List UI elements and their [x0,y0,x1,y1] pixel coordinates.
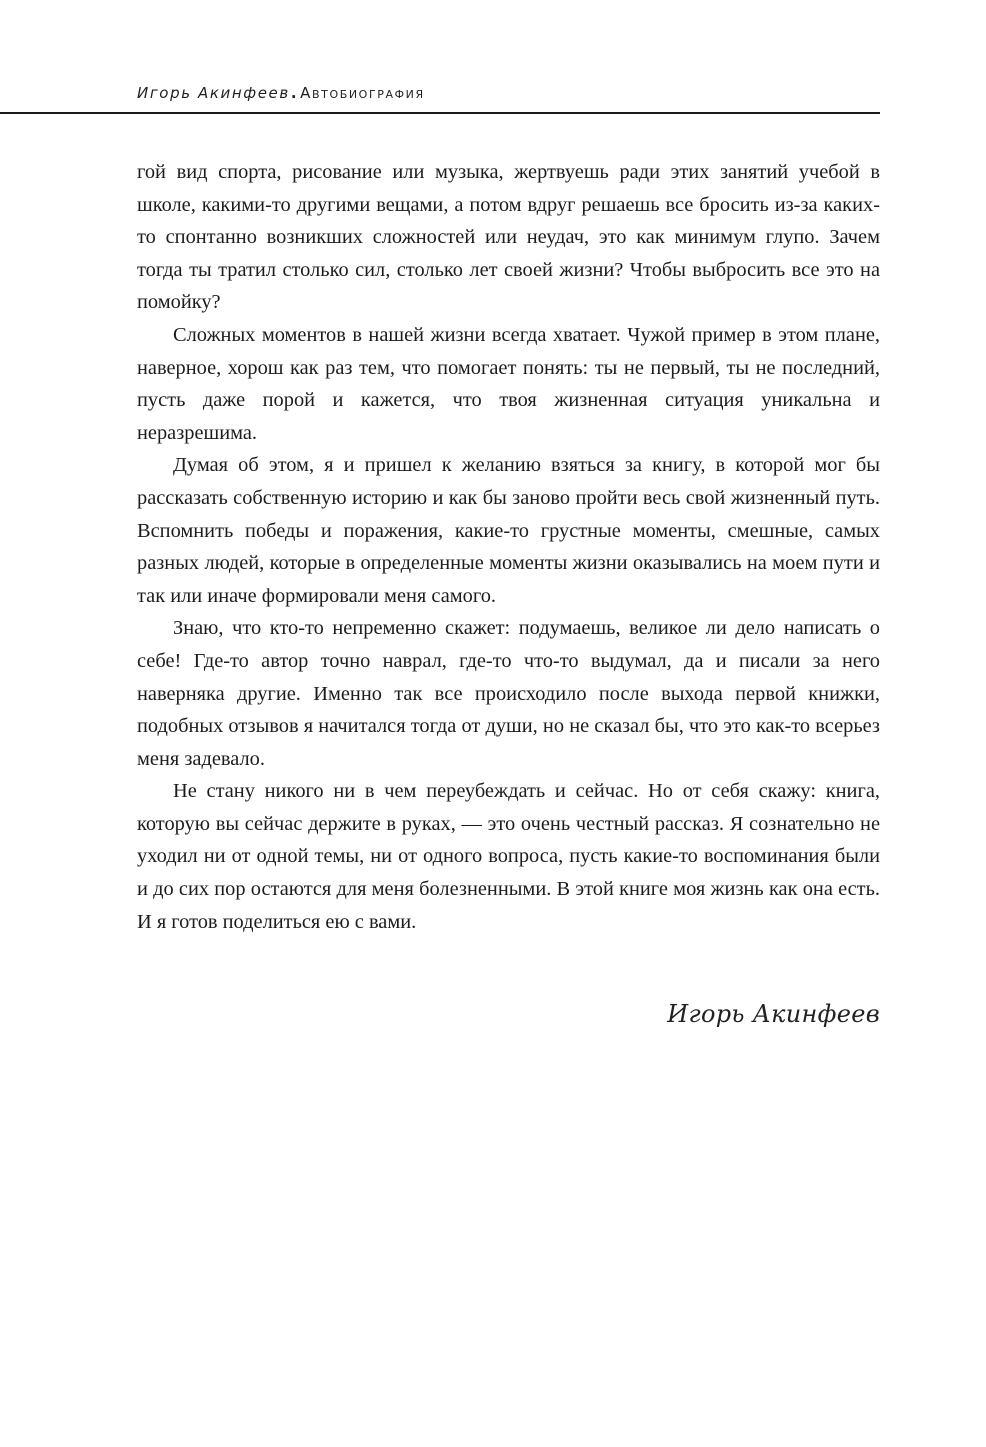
running-head-separator: . [290,84,299,102]
running-head-author: Игорь Акинфеев [137,84,290,102]
paragraph: Сложных моментов в нашей жизни всегда хватает. Чужой пример в этом плане, наверное, хорош как раз тем, что помогает понять: ты не первый, ты не последний, пусть даже порой и кажется, что твоя жизненная ситуация уникальна и неразрешима. [137,323,880,444]
header-rule [0,112,880,114]
text-body [137,156,880,938]
paragraph: Думая об этом, я и пришел к желанию взяться за книгу, в которой мог бы рассказать собственную историю и как бы заново пройти весь свой жизненный путь. Вспомнить победы и поражения, какие-то грустные моменты, смешные, самых разных людей, которые в определенные моменты жизни оказывались на моем пути и так или иначе формировали меня самого. [137,454,880,607]
running-head [137,84,882,102]
paragraph: Не стану никого ни в чем переубеждать и сейчас. Но от себя скажу: книга, которую вы сейчас держите в руках, — это очень честный рассказ. Я сознательно не уходил ни от одной темы, ни от одного вопроса, пусть какие-то воспоминания были и до сих пор остаются для меня болезненными. В этой книге моя жизнь как она есть. И я готов поделиться ею с вами. [137,780,880,933]
running-head-title: Автобиография [300,84,425,102]
paragraph-continued: гой вид спорта, рисование или музыка, жертвуешь ради этих занятий учебой в школе, какими-то другими вещами, а потом вдруг решаешь все бросить из-за каких-то спонтанно возникших сложностей или неудач, это как минимум глупо. Зачем тогда ты тратил столько сил, столько лет своей жизни? Чтобы выбросить все это на помойку? [137,161,880,314]
author-signature: Игорь Акинфеев [667,1000,880,1028]
paragraph: Знаю, что кто-то непременно скажет: подумаешь, великое ли дело написать о себе! Где-то автор точно наврал, где-то что-то выдумал, да и писали за него наверняка другие. Именно так все происходило после выхода первой книжки, подобных отзывов я начитался тогда от души, но не сказал бы, что это как-то всерьез меня задевало. [137,617,880,770]
